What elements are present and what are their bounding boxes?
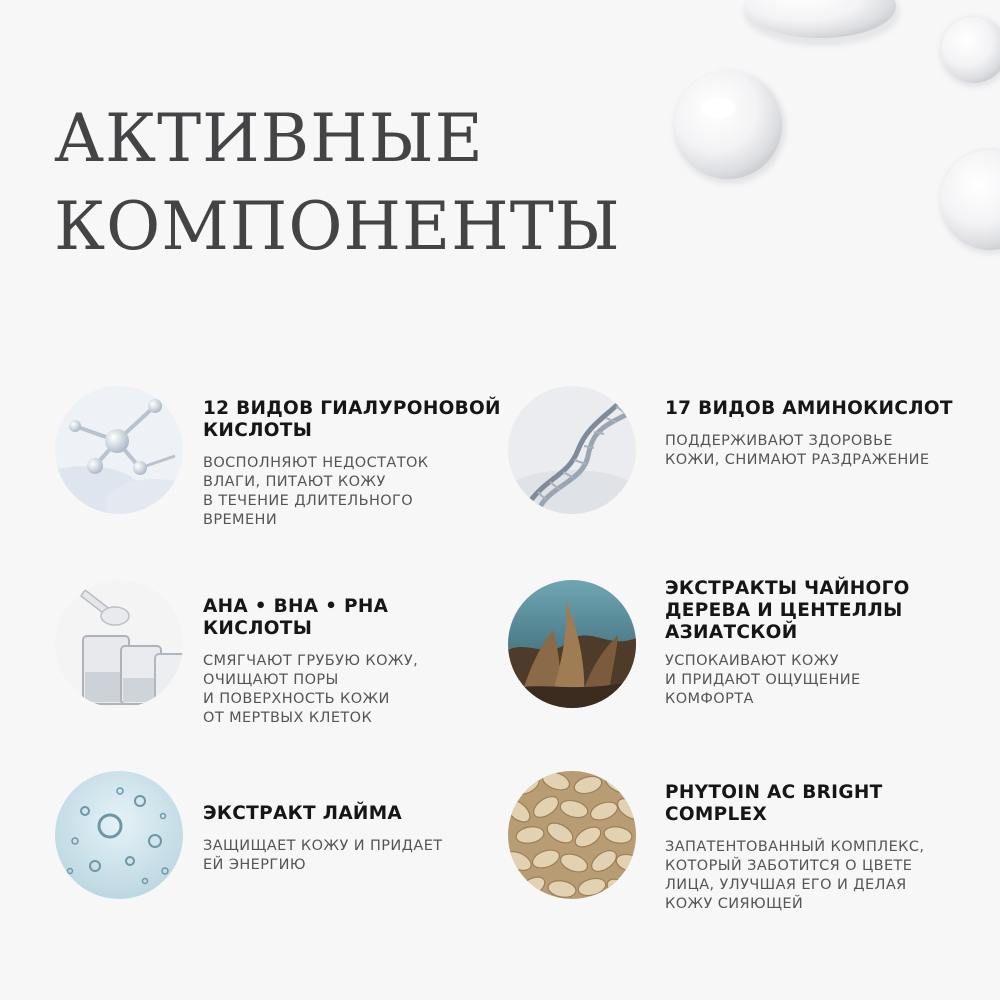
component-heading: AHA • BHA • PHA КИСЛОТЫ — [203, 596, 389, 639]
component-description: УСПОКАИВАЮТ КОЖУ И ПРИДАЮТ ОЩУЩЕНИЕ КОМФОРТА — [665, 653, 861, 707]
component-heading: 17 ВИДОВ АМИНОКИСЛОТ — [665, 398, 953, 419]
page-title-line-2: КОМПОНЕНТЫ — [54, 188, 621, 265]
component-description: СМЯГЧАЮТ ГРУБУЮ КОЖУ, ОЧИЩАЮТ ПОРЫ И ПОВЕРХНОСТЬ КОЖИ ОТ МЕРТВЫХ КЛЕТОК — [203, 653, 419, 726]
page-title — [54, 95, 621, 271]
molecule-icon — [55, 386, 183, 514]
component-description: ЗАПАТЕНТОВАННЫЙ КОМПЛЕКС, КОТОРЫЙ ЗАБОТИТСЯ О ЦВЕТЕ ЛИЦА, УЛУЧШАЯ ЕГО И ДЕЛАЯ КОЖУ СИЯЮЩЕЙ — [665, 839, 925, 912]
component-heading: ЭКСТРАКТЫ ЧАЙНОГО ДЕРЕВА И ЦЕНТЕЛЛЫ АЗИАТСКОЙ — [665, 578, 910, 643]
component-description: ВОСПОЛНЯЮТ НЕДОСТАТОК ВЛАГИ, ПИТАЮТ КОЖУ В ТЕЧЕНИЕ ДЛИТЕЛЬНОГО ВРЕМЕНИ — [203, 455, 429, 528]
seaweed-icon — [508, 580, 636, 708]
component-description: ЗАЩИЩАЕТ КОЖУ И ПРИДАЕТ ЕЙ ЭНЕРГИЮ — [203, 838, 443, 873]
dna-icon — [508, 386, 636, 514]
component-heading: ЭКСТРАКТ ЛАЙМА — [203, 803, 403, 824]
lab-glass-icon — [55, 580, 183, 708]
page-title-line-1: АКТИВНЫЕ — [54, 100, 484, 177]
component-heading: PHYTOIN AC BRIGHT COMPLEX — [665, 782, 883, 825]
component-heading: 12 ВИДОВ ГИАЛУРОНОВОЙ КИСЛОТЫ — [203, 398, 501, 441]
bubbles-icon — [55, 771, 183, 899]
component-description: ПОДДЕРЖИВАЮТ ЗДОРОВЬЕ КОЖИ, СНИМАЮТ РАЗДРАЖЕНИЕ — [665, 433, 930, 468]
oat-grains-icon — [508, 771, 636, 899]
